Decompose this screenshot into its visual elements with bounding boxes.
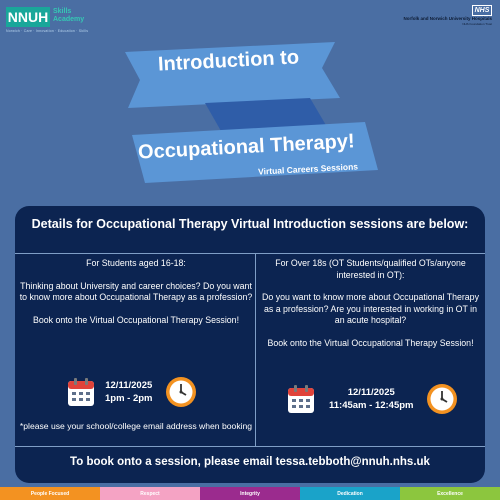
left-time: 1pm - 2pm <box>105 393 153 404</box>
right-date-block <box>329 386 414 412</box>
divider <box>15 446 485 447</box>
right-column <box>259 258 482 360</box>
nnuh-logo: NNUH <box>7 9 49 25</box>
clock-icon <box>426 383 458 415</box>
values-footer <box>0 487 500 500</box>
right-cta: Book onto the Virtual Occupational Therapy Session! <box>267 337 474 348</box>
column-divider <box>255 253 256 446</box>
left-cta: Book onto the Virtual Occupational Therapy Session! <box>32 314 240 325</box>
right-date-row <box>287 383 458 415</box>
left-date-block <box>105 379 153 405</box>
booking-email-line: To book onto a session, please email tessa.tebboth@nnuh.nhs.uk <box>70 456 430 468</box>
calendar-icon <box>67 377 95 407</box>
details-panel <box>15 206 485 483</box>
left-column <box>18 258 254 337</box>
value-integrity: Integrity <box>200 487 300 500</box>
value-people-focused: People Focused <box>0 487 100 500</box>
calendar-icon <box>287 384 315 414</box>
value-excellence: Excellence <box>400 487 500 500</box>
left-date: 12/11/2025 <box>105 380 153 391</box>
nhs-logo: NHS <box>472 5 492 16</box>
right-audience: For Over 18s (OT Students/qualified OTs/anyone interested in OT): <box>275 258 466 280</box>
title-line-1: Introduction to <box>157 46 300 76</box>
clock-icon <box>165 376 197 408</box>
left-audience: For Students aged 16-18: <box>86 258 186 268</box>
right-question: Do you want to know more about Occupational Therapy as a profession? Are you interested in working in OT in an acute hospital? <box>262 292 479 325</box>
logo-sub-skills: Skills <box>53 8 72 15</box>
trust-name: Norfolk and Norwich University Hospitals <box>403 16 492 21</box>
trust-subtitle: NHS Foundation Trust <box>462 22 492 26</box>
logo-sub-academy: Academy <box>53 16 85 23</box>
email-note: *please use your school/college email address when booking <box>19 421 253 431</box>
value-respect: Respect <box>100 487 200 500</box>
subtitle: Virtual Careers Sessions <box>257 161 359 177</box>
right-date: 12/11/2025 <box>347 387 395 398</box>
ribbon-banner <box>0 0 500 200</box>
logo-tagline: Norwich · Care · Innovation · Education · Skills <box>6 29 89 33</box>
panel-heading: Details for Occupational Therapy Virtual Introduction sessions are below: <box>31 217 469 231</box>
divider <box>15 253 485 254</box>
title-line-2: Occupational Therapy! <box>137 130 356 164</box>
right-time: 11:45am - 12:45pm <box>329 400 414 411</box>
value-dedication: Dedication <box>300 487 400 500</box>
left-date-row <box>67 376 197 408</box>
left-question: Thinking about University and career choices? Do you want to know more about Occupational Therapy as a profession? <box>19 280 253 302</box>
